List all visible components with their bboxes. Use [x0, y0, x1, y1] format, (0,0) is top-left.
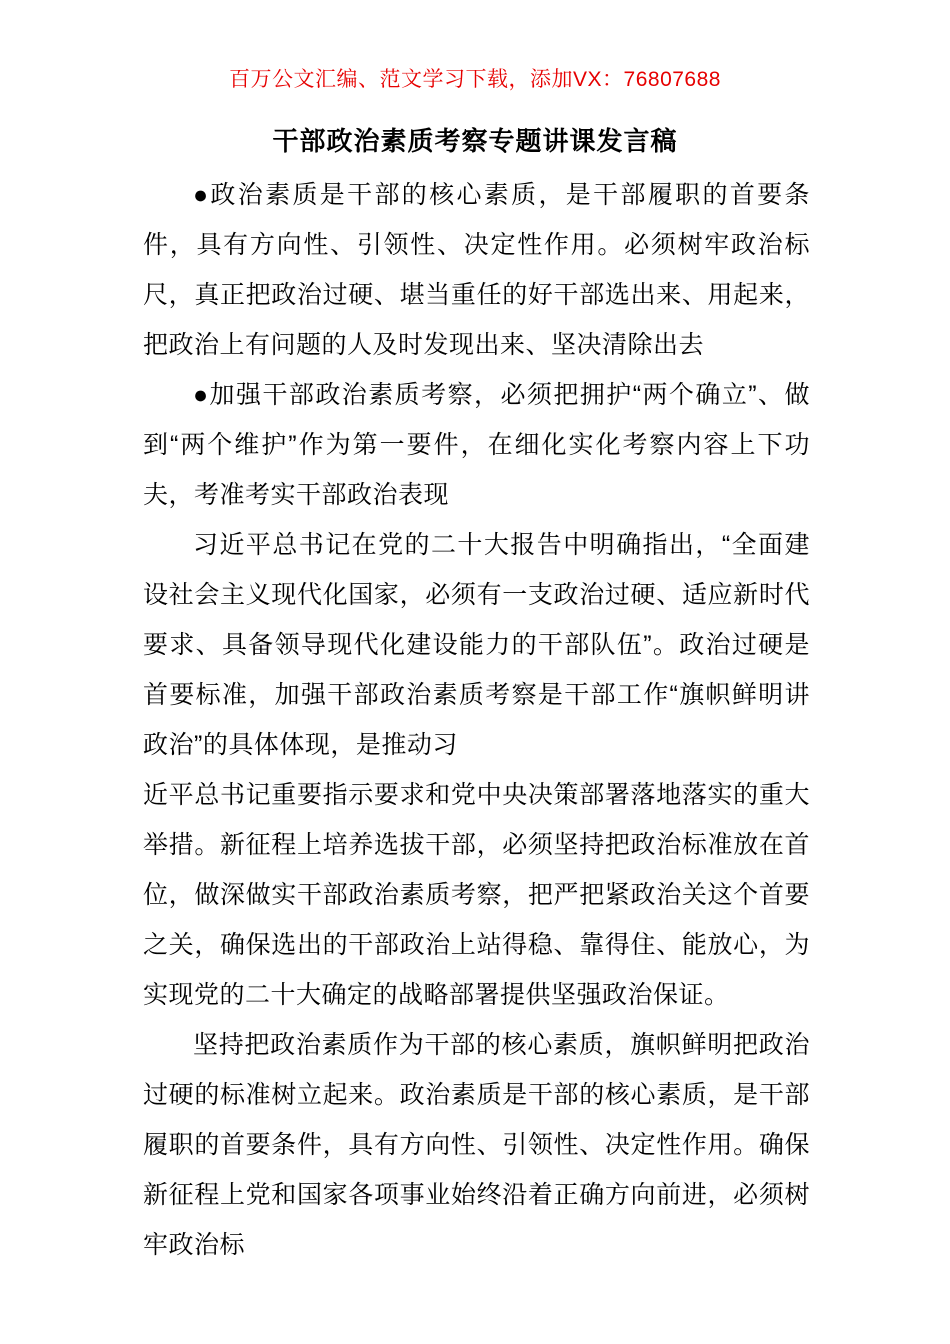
paragraph-bullet-2: ●加强干部政治素质考察，必须把拥护“两个确立”、做到“两个维护”作为第一要件，在细化实化考察内容上下功夫，考准考实干部政治表现 — [143, 381, 810, 509]
document-body — [143, 170, 810, 1270]
paragraph-body-1: 习近平总书记在党的二十大报告中明确指出，“全面建设社会主义现代化国家，必须有一支政治过硬、适应新时代要求、具备领导现代化建设能力的干部队伍”。政治过硬是首要标准，加强干部政治素质考察是干部工作“旗帜鲜明讲政治”的具体体现，是推动习 — [143, 531, 810, 759]
promo-header-notice: 百万公文汇编、范文学习下载，添加VX：76807688 — [229, 68, 721, 91]
paragraph-body-3: 坚持把政治素质作为干部的核心素质，旗帜鲜明把政治过硬的标准树立起来。政治素质是干部的核心素质，是干部履职的首要条件，具有方向性、引领性、决定性作用。确保新征程上党和国家各项事业始终沿着正确方向前进，必须树牢政治标 — [143, 1031, 810, 1259]
paragraph-body-2: 近平总书记重要指示要求和党中央决策部署落地落实的重大举措。新征程上培养选拔干部，必须坚持把政治标准放在首位，做深做实干部政治素质考察，把严把紧政治关这个首要之关，确保选出的干部政治上站得稳、靠得住、能放心，为实现党的二十大确定的战略部署提供坚强政治保证。 — [143, 781, 810, 1009]
paragraph-bullet-1: ●政治素质是干部的核心素质，是干部履职的首要条件，具有方向性、引领性、决定性作用。必须树牢政治标尺，真正把政治过硬、堪当重任的好干部选出来、用起来，把政治上有问题的人及时发现出来、坚决清除出去 — [143, 181, 810, 359]
page-title: 干部政治素质考察专题讲课发言稿 — [272, 126, 678, 156]
